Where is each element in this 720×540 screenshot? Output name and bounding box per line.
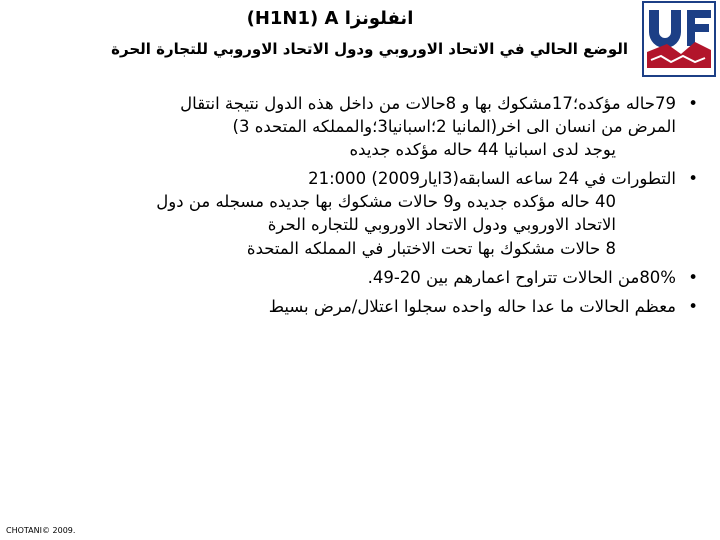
bullet-dot-icon: • xyxy=(688,296,698,316)
bullet-line: 79حاله مؤكده؛17مشكوك بها و 8حالات من داخل هذه الدول نتيجة انتقال xyxy=(180,94,676,113)
bullet-item xyxy=(38,266,698,289)
bullet-dot-icon: • xyxy=(688,267,698,287)
bullet-line: المرض من انسان الى اخر(المانيا 2؛اسبانيا3؛والمملكه المتحده 3) xyxy=(232,117,676,137)
sub-line: يوجد لدى اسبانيا 44 حاله مؤكده جديده xyxy=(349,140,616,160)
slide-title: انفلونزا H1N1) A) xyxy=(246,8,414,29)
bullet-dot-icon: • xyxy=(688,169,698,189)
bullet-list xyxy=(38,92,698,318)
bullet-item xyxy=(38,167,698,259)
university-logo xyxy=(641,0,717,78)
sub-line: 8 حالات مشكوك بها تحت الاختبار في المملكه المتحدة xyxy=(246,238,616,258)
bullet-line: التطورات في 24 ساعه السابقه(3ايار2009) 21:000 xyxy=(308,169,676,189)
bullet-line: معظم الحالات ما عدا حاله واحده سجلوا اعتلال/مرض بسيط xyxy=(268,296,676,316)
bullet-dot-icon: • xyxy=(688,94,698,113)
copyright-footer: CHOTANI© 2009. xyxy=(6,526,76,535)
bullet-line: 80%من الحالات تتراوح اعمارهم بين 20-49. xyxy=(367,267,676,287)
bullet-item xyxy=(38,92,698,161)
sub-line: 40 حاله مؤكده جديده و9 حالات مشكوك بها جديده مسجله من دول xyxy=(156,192,616,212)
bullet-item xyxy=(38,295,698,318)
sub-line: الاتحاد الاوروبي ودول الاتحاد الاوروبي للتجاره الحرة xyxy=(267,215,616,235)
slide-subtitle: الوضع الحالي في الاتحاد الاوروبي ودول الاتحاد الاوروبي للتجارة الحرة xyxy=(111,40,628,58)
